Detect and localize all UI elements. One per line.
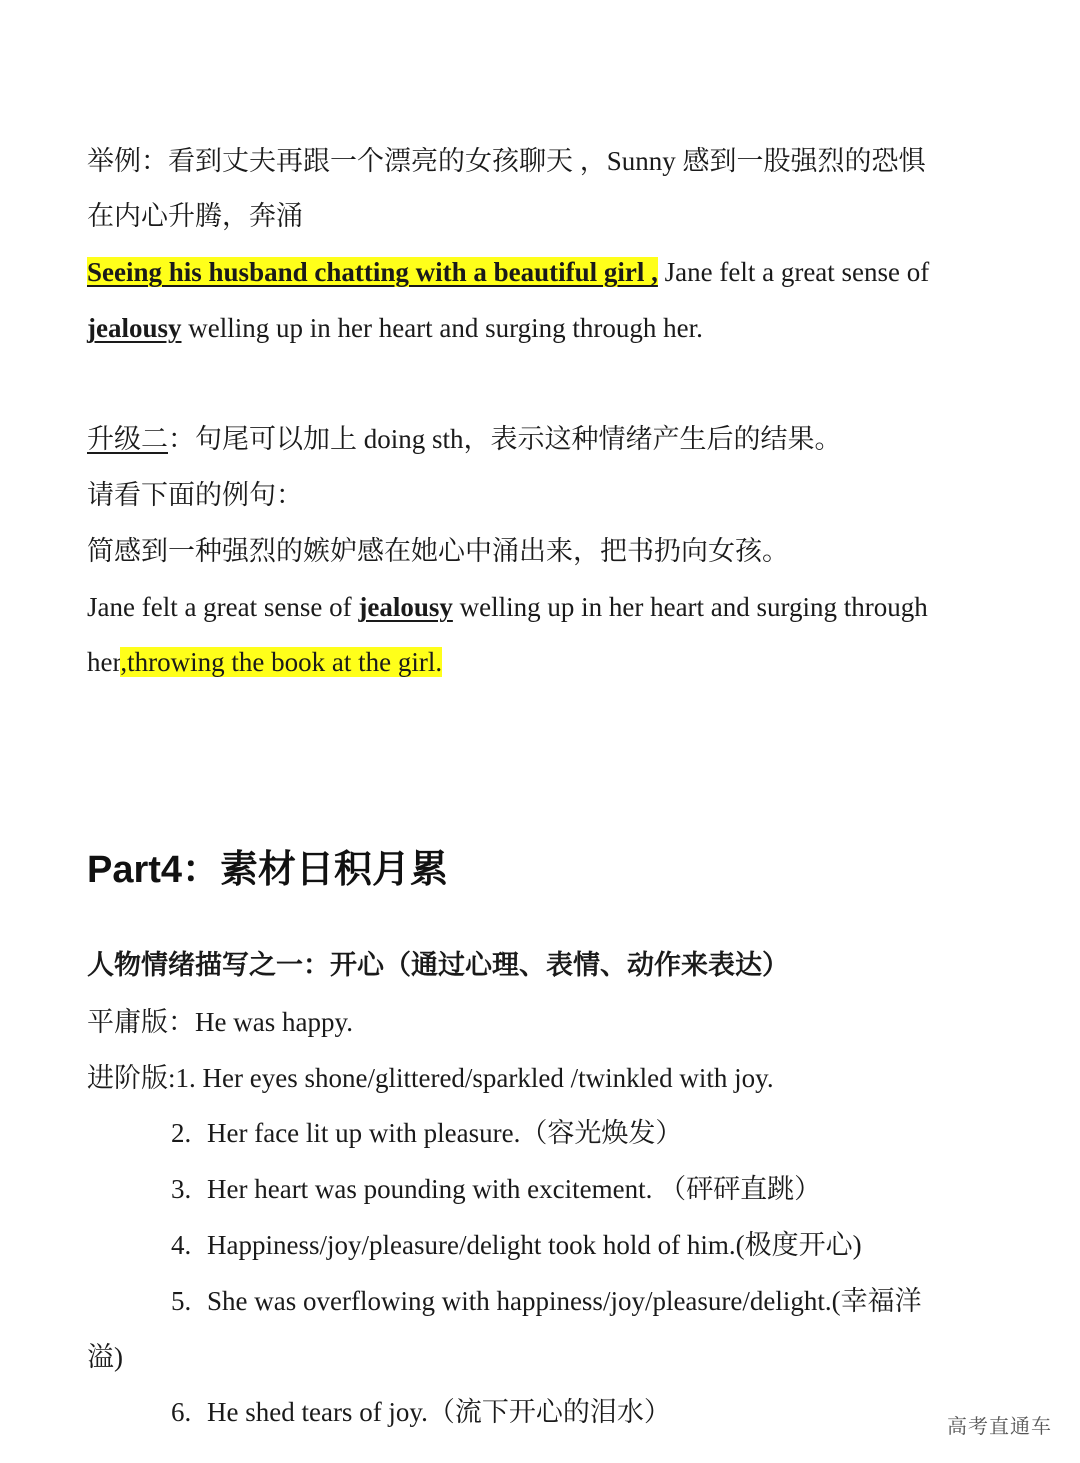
part4-heading: Part4：素材日积月累 [87,849,449,891]
upgrade2-label: 升级二 [87,424,168,454]
item-number: 4. [171,1230,192,1260]
advanced-item-6 [171,1395,671,1429]
upgrade2-english-pre: Jane felt a great sense of [87,592,352,622]
upgrade2-text: ：句尾可以加上 doing sth，表示这种情绪产生后的结果。 [168,424,842,454]
advanced-item-5 [171,1284,922,1318]
upgrade2-chinese-example: 简感到一种强烈的嫉妒感在她心中涌出来，把书扔向女孩。 [87,536,789,566]
item-number: 2. [171,1118,192,1148]
upgrade2-english-post: welling up in her heart and surging through [459,592,928,622]
item-text: Her face lit up with pleasure.（容光焕发） [207,1118,683,1148]
watermark-logo: 高考直通车 [947,1414,1052,1438]
example1-english-line2 [87,311,703,345]
upgrade2-intro: 请看下面的例句： [87,480,303,510]
example1-chinese-line1: 举例：看到丈夫再跟一个漂亮的女孩聊天 ，Sunny 感到一股强烈的恐惧 [87,146,926,176]
part4-subtitle: 人物情绪描写之一：开心（通过心理、表情、动作来表达） [87,950,789,980]
item-text: Happiness/joy/pleasure/delight took hold of him.(极度开心) [207,1230,862,1260]
upgrade2-keyword: jealousy [358,592,453,622]
plain-version: 平庸版：He was happy. [87,1007,353,1037]
upgrade2-english-line2 [87,645,442,679]
item-text: Her eyes shone/glittered/sparkled /twinkled with joy. [202,1063,774,1093]
advanced-item-3 [171,1172,821,1206]
upgrade2-highlighted-phrase: ,throwing the book at the girl. [120,647,443,677]
item-number: 1. [175,1063,196,1093]
example1-english-rest: Jane felt a great sense of [664,257,930,287]
example1-english-line1 [87,255,929,289]
advanced-label: 进阶版: [87,1063,176,1093]
item-text: He shed tears of joy.（流下开心的泪水） [207,1397,671,1427]
upgrade2-english-line1 [87,590,928,624]
advanced-item-4 [171,1228,862,1262]
example1-english-rest-line2: welling up in her heart and surging through her. [188,313,703,343]
advanced-item-2 [171,1116,682,1150]
example1-keyword: jealousy [87,313,182,343]
item-number: 6. [171,1397,192,1427]
item-text: She was overflowing with happiness/joy/pleasure/delight.(幸福洋 [207,1286,922,1316]
item-number: 3. [171,1174,192,1204]
example1-highlighted-phrase: Seeing his husband chatting with a beautiful girl , [87,257,658,287]
item-number: 5. [171,1286,192,1316]
upgrade2-line [87,422,842,456]
advanced-item-5-wrap: 溢) [87,1342,123,1372]
example1-chinese-line2: 在内心升腾，奔涌 [87,201,303,231]
upgrade2-english-line2-pre: her [87,647,121,677]
advanced-item-1 [87,1061,774,1095]
item-text: Her heart was pounding with excitement. （砰砰直跳） [207,1174,822,1204]
